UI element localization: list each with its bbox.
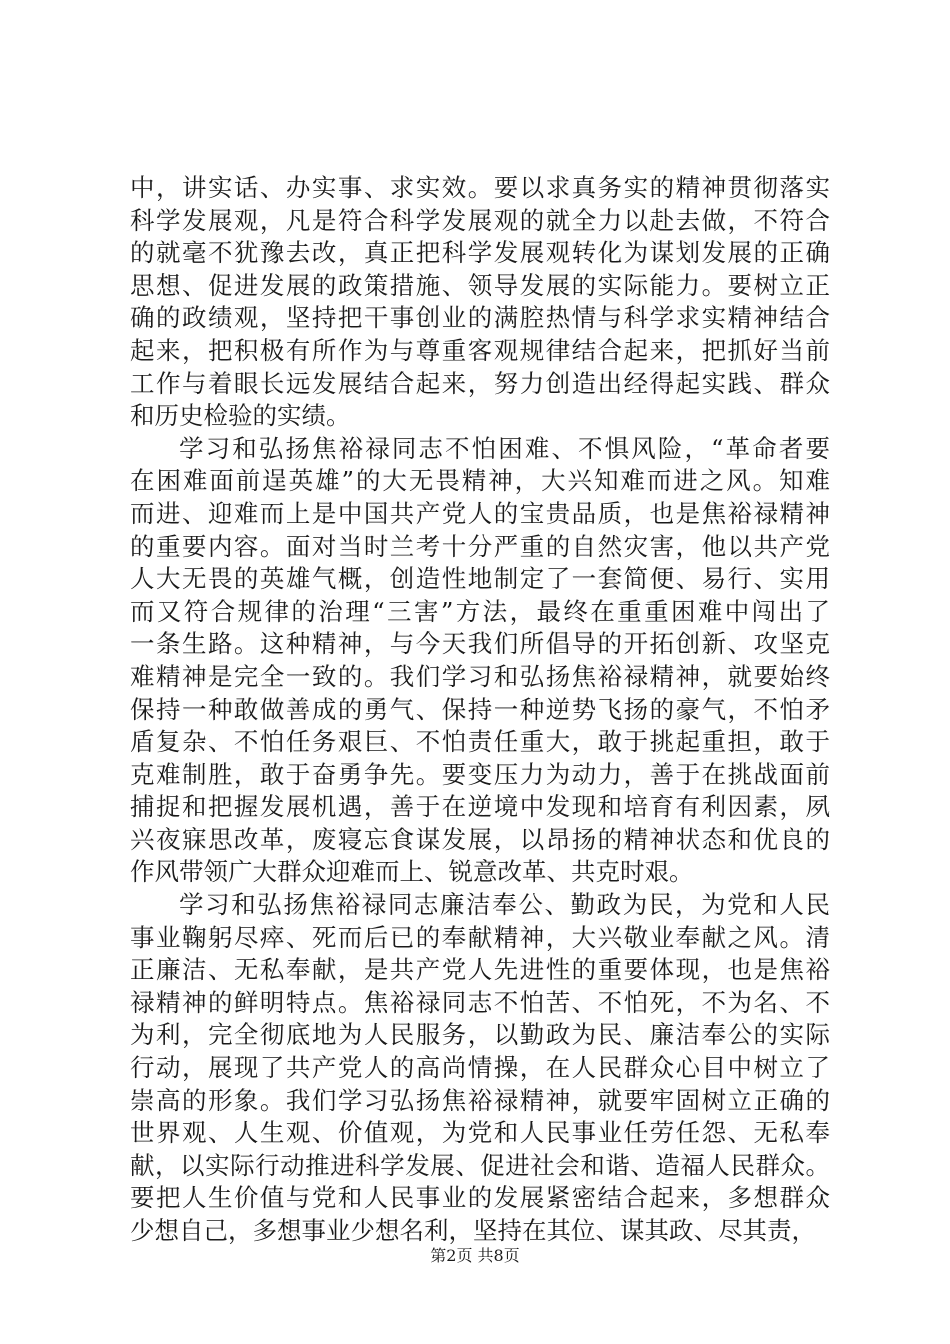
text-line: 和历史检验的实绩。 [130, 401, 351, 431]
text-line: 一条生路。这种精神，与今天我们所倡导的开拓创新、攻坚克 [130, 629, 830, 659]
text-line: 的重要内容。面对当时兰考十分严重的自然灾害，他以共产党 [130, 531, 830, 561]
text-line: 而又符合规律的治理“三害”方法，最终在重重困难中闯出了 [130, 596, 830, 626]
paragraph [130, 889, 830, 1248]
paragraph [130, 433, 830, 889]
text-line: 确的政绩观，坚持把干事创业的满腔热情与科学求实精神结合 [130, 303, 830, 333]
text-line: 禄精神的鲜明特点。焦裕禄同志不怕苦、不怕死，不为名、不 [130, 987, 830, 1017]
text-line: 事业鞠躬尽瘁、死而后已的奉献精神，大兴敬业奉献之风。清 [130, 922, 830, 952]
text-line: 难精神是完全一致的。我们学习和弘扬焦裕禄精神，就要始终 [130, 661, 830, 691]
text-line: 盾复杂、不怕任务艰巨、不怕责任重大，敢于挑起重担，敢于 [130, 727, 830, 757]
text-line: 克难制胜，敢于奋勇争先。要变压力为动力，善于在挑战面前 [130, 759, 830, 789]
text-line: 而进、迎难而上是中国共产党人的宝贵品质，也是焦裕禄精神 [130, 498, 830, 528]
text-line: 学习和弘扬焦裕禄同志廉洁奉公、勤政为民，为党和人民 [179, 890, 830, 920]
text-line: 少想自己，多想事业少想名利，坚持在其位、谋其政、尽其责， [130, 1216, 816, 1245]
text-line: 行动，展现了共产党人的高尚情操，在人民群众心目中树立了 [130, 1053, 830, 1083]
text-line: 起来，把积极有所作为与尊重客观规律结合起来，把抓好当前 [130, 335, 830, 365]
page-footer: 第2页 共8页 [430, 1246, 520, 1265]
text-line: 的就毫不犹豫去改，真正把科学发展观转化为谋划发展的正确 [130, 238, 830, 268]
text-line: 工作与着眼长远发展结合起来，努力创造出经得起实践、群众 [130, 368, 830, 398]
text-line: 科学发展观，凡是符合科学发展观的就全力以赴去做，不符合 [130, 205, 830, 235]
text-line: 保持一种敢做善成的勇气、保持一种逆势飞扬的豪气，不怕矛 [130, 694, 830, 724]
text-line: 献，以实际行动推进科学发展、促进社会和谐、造福人民群众。 [130, 1150, 830, 1180]
text-line: 在困难面前逞英雄”的大无畏精神，大兴知难而进之风。知难 [130, 466, 830, 496]
text-line: 作风带领广大群众迎难而上、锐意改革、共克时艰。 [130, 857, 694, 887]
text-line: 中，讲实话、办实事、求实效。要以求真务实的精神贯彻落实 [130, 173, 830, 202]
text-line: 为利，完全彻底地为人民服务，以勤政为民、廉洁奉公的实际 [130, 1020, 830, 1050]
text-line: 兴夜寐思改革，废寝忘食谋发展，以昂扬的精神状态和优良的 [130, 824, 830, 854]
text-line: 世界观、人生观、价值观，为党和人民事业任劳任怨、无私奉 [130, 1118, 830, 1148]
text-line: 人大无畏的英雄气概，创造性地制定了一套简便、易行、实用 [130, 564, 830, 594]
paragraph [130, 172, 830, 433]
text-line: 正廉洁、无私奉献，是共产党人先进性的重要体现，也是焦裕 [130, 955, 830, 985]
document-body [130, 172, 830, 1248]
text-line: 学习和弘扬焦裕禄同志不怕困难、不惧风险，“革命者要 [179, 433, 830, 463]
text-line: 要把人生价值与党和人民事业的发展紧密结合起来，多想群众 [130, 1183, 830, 1213]
text-line: 捕捉和把握发展机遇，善于在逆境中发现和培育有利因素，夙 [130, 792, 830, 822]
text-line: 崇高的形象。我们学习弘扬焦裕禄精神，就要牢固树立正确的 [130, 1085, 830, 1115]
text-line: 思想、促进发展的政策措施、领导发展的实际能力。要树立正 [130, 270, 830, 300]
